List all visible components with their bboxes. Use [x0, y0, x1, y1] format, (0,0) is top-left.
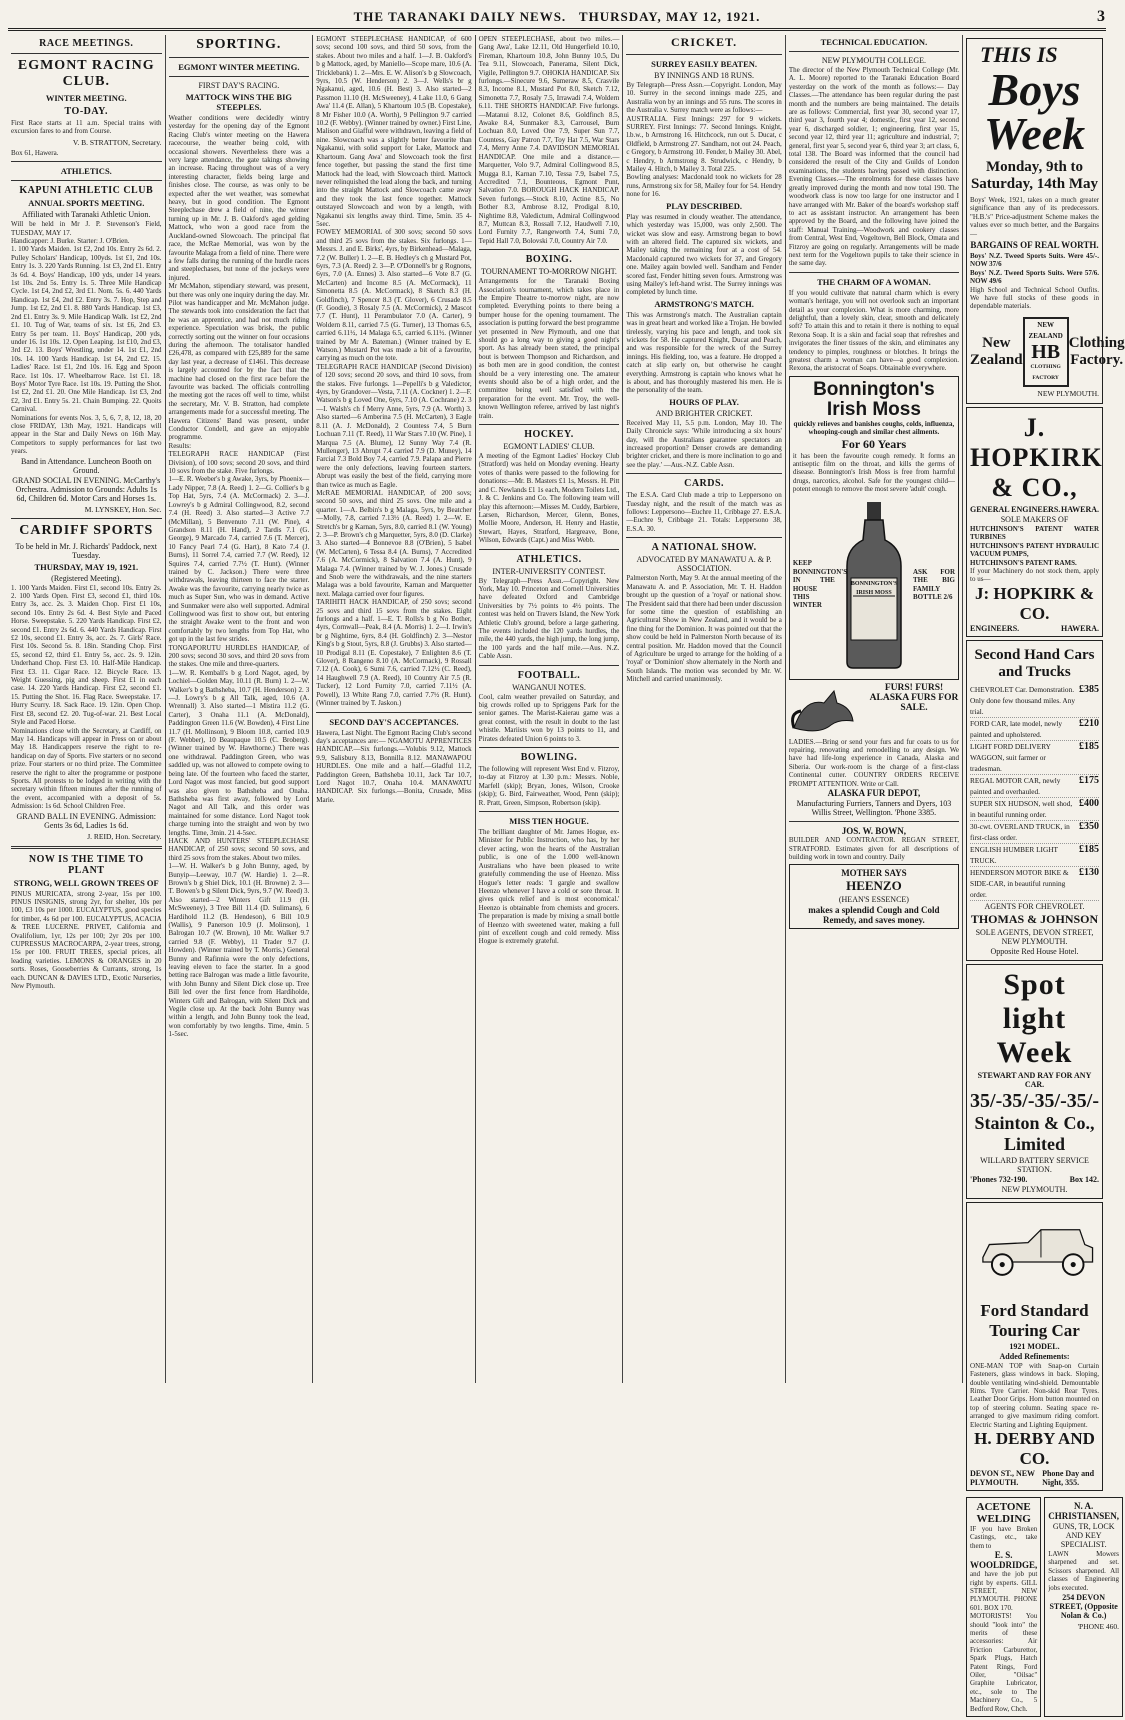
hb-logo-bottom: CLOTHING FACTORY	[1030, 363, 1061, 381]
egmont-club-heading: EGMONT RACING CLUB.	[17, 58, 155, 89]
alaska-heading: ALASKA FUR DEPOT,	[827, 788, 921, 799]
turbines: HUTCHINSON'S PATENT WATER TURBINES	[970, 524, 1100, 542]
cards-body: The E.S.A. Card Club made a trip to Leppersono on Tuesday night, and the result of the match was as follows: Leppersono—Euchre 11, Cribbage 27. E.S.A.—Euchre 9, Cribbage 21. Totals: Leppersono 38, E.S.A. 30.	[626, 491, 782, 533]
nz-clothing-row	[970, 317, 1125, 387]
cardiff-heading: CARDIFF SPORTS	[19, 522, 154, 538]
armstrong-heading: ARMSTRONG'S MATCH.	[654, 298, 754, 309]
football-subheading: WANGANUI NOTES.	[512, 682, 586, 692]
car-listing	[970, 867, 1099, 901]
athletics-heading: ATHLETICS.	[60, 166, 112, 177]
christiansen-address: 254 DEVON STREET, (Opposite Nolan & Co.)	[1049, 1593, 1118, 1620]
hopkirk-footer	[970, 624, 1099, 633]
car-price: £400	[1079, 797, 1100, 809]
affiliated-note: Affiliated with Taranaki Athletic Union.	[22, 210, 151, 220]
annual-sports: ANNUAL SPORTS MEETING.	[28, 198, 145, 209]
new-word: New	[982, 334, 1011, 351]
price-1: 35/-	[970, 1089, 1003, 1112]
car-listing	[970, 798, 1099, 821]
rams: HUTCHINSON'S PATENT RAMS.	[970, 558, 1077, 567]
first-day-heading: FIRST DAY'S RACING.	[198, 81, 280, 90]
inter-university-body: By Telegraph—Press Assn.—Copyright. New York, May 10. Princeton and Cornell Universities have defeated Oxford and Cambridge Universities by 7½ points to 4½ points. The contest was held on Travers Island, the New York Athletic Club's ground, before a large gathering. The events included the 120 yards hurdles, the mile, the 440 yards, the high jump, the long jump, the 100 yards and the half mile.—Aus. N.Z. Cable Assn.	[478, 576, 620, 661]
car-listing	[970, 775, 1099, 798]
spotlight-title: Spot light Week	[996, 967, 1073, 1069]
hockey-subheading: EGMONT LADIES' CLUB.	[503, 442, 595, 452]
ford-added: Added Refinements:	[999, 1351, 1070, 1361]
tongaporutu-race: TONGAPORUTU HURDLES HANDICAP, of 200 sovs; second 30 sovs, and third 20 sovs from the stakes. One mile and three-quarters.	[168, 643, 310, 669]
masthead	[8, 6, 1106, 31]
derby-name: H. DERBY AND CO.	[974, 1428, 1095, 1468]
stainton-phones: 'Phones 732-190.	[970, 1174, 1028, 1184]
spotlight-ad	[966, 964, 1103, 1199]
new-plymouth: NEW PLYMOUTH.	[1037, 388, 1100, 398]
mattock-headline: MATTOCK WINS THE BIG STEEPLES.	[185, 92, 293, 112]
technical-heading: TECHNICAL EDUCATION.	[820, 37, 928, 47]
heenzo-ad	[789, 864, 959, 929]
football-heading: FOOTBALL.	[517, 669, 581, 681]
bonningtons-years: For 60 Years	[841, 436, 907, 451]
second-day-heading: SECOND DAY'S ACCEPTANCES.	[329, 716, 459, 727]
car-price: £210	[1079, 717, 1100, 729]
bown-heading: JOS. W. BOWN,	[841, 826, 907, 837]
thomas-subheading: SOLE AGENTS, DEVON STREET, NEW PLYMOUTH.	[975, 927, 1094, 946]
stainton-location: NEW PLYMOUTH.	[1001, 1184, 1068, 1194]
ford-ad	[966, 1202, 1103, 1491]
racing-body-6: Hawera, Last Night. The Egmont Racing Club's second day's acceptances are:— NGAMOTU APPRENTICES HANDICAP.—Six furlongs.—Volubis 9.12, Mattock 9.9, Salisbury 8.13, Bonnilla 8.12. MANAWAPOU HURDLES. One mile and a half.—Gladful 11.2, Paddington Green, Bathsheba 10.11, Jack Tar 10.7, Lord Nagot 10.7, Onaha 10.4. MANAWATU HANDICAP. Six furlongs.—Bonita, Crusade, Miss Marie.	[316, 728, 472, 804]
football-body: Cool, calm weather prevailed on Saturday, and big crowds rolled up to Spriggens Park for the senior games. The Marist-Kaierau game was a great contest, with the result in doubt to the last whistle. Mariists won by 13 points to 11, and Pirates defeated Union 6 points to 3.	[478, 692, 620, 743]
surrey-heading: SURREY EASILY BEATEN.	[651, 59, 758, 69]
machinery-note: If your Machinery do not stock them, apply to us—	[970, 566, 1100, 584]
sporting-body-1: Weather conditions were decidedly wintry yesterday for the opening day of the Egmont Racing Club's winter meeting on the Hawera racecourse, the weather being cold, with occasional showers. Nevertheless there was a very large attendance, the gate takings showing an increase. Racing throughout was of a very interesting character, fields being large and finishes close. The course, as was only to be expected after the wet weather, was somewhat heavy, but in good condition. The Egmont Steeplechase drew a field of nine, the winner turning up in Mr. J. B. Oakford's aged gelding Mattock, who won a good race from the Auckland-owned Slowcoach. The principal flat race, the McRae Memorial, was won by the favourite Malaga from a field of nine. There were a few falls during the running of the hurdle races and steeplechases, but none of the jockeys were injured.	[168, 114, 310, 282]
hopkirk-subheading	[970, 505, 1099, 514]
zealand-word: Zealand	[970, 351, 1023, 368]
price-3: 35/-	[1034, 1089, 1067, 1112]
boxing-body: Arrangements for the Taranaki Boxing Association's tournament, which takes place in the Empire Theatre to-morrow night, are now completed. Everything points to there being a bumper house for the opening tournament. The association is putting forward the best programme yet presented in New Plymouth, and one that should go a long way to giving a good night's sport. As has already been stated, the principal bout is between Thompson and Richardson, and as both men are in good condition, the contest should be a very interesting one. The amateur events should also be of a high order, and the committee being well satisfied with the preparation for the event. Mr. Troy, the well-known Wellington referee, arrived by last night's train.	[478, 277, 620, 420]
christiansen-phone: 'PHONE 460.	[1077, 1622, 1120, 1631]
racing-body-3: TELEGRAPH RACE HANDICAP (Second Division) of 120 sovs; second 20 sovs, and third 10 sovs, from the stakes. Five furlongs. 1—Pepelli's b g Valedictor, 4yrs, by Grandover—Vesta, 7.11 (A. Cockner) 1. 2—F. Watson's b g Loved One, 6yrs, 7.10 (A. Cochrane) 2. 3—I. Walsh's ch f Merry Anne, 5yrs, 7.9 (A. Worth) 3. Also started—6 Amberina 7.5 (H. McCarten), 3 Eagle 8.11 (A. J. McDonald), 2 Countess 7.4, 5 Burn Lochuan 7.11 (T. Reed), 11 War Stars 7.10 (W. Pine), 1 Marqua 7.5 (A. Blume), 12 Sunny Way 7.4 (R. Mullenger), 13 Abrupt 7.4 carried 7.9 (D. Muney), 14 Farcial 7.3 Bold Boy 7.4, carried 7.9. Palapa and Pierre were the only defections, leaving fourteen starters. Abrupt was easily the best of the field, carrying more than twice as much as Eagle.	[316, 362, 472, 489]
factory-word: Factory.	[1070, 351, 1124, 368]
play-body: Play was resumed in cloudy weather. The attendance, which yesterday was 15,000, was only 2,500. The wicket was slow and easy. Armstrong began to bowl with an altered field. The captured six wickets, and Mailey taking the remaining four at a cost of 54. Macdonald captured two wickets for 37, and Gregory one. Mailey again bowled well. Sandham and Fender scored fast, Fender hitting seven fours. Armstrong was using Mailey's left-hand wrist. The Surrey innings was completed by lunch time.	[626, 212, 782, 297]
plant-subheading: STRONG, WELL GROWN TREES OF	[13, 877, 159, 888]
sporting-heading: SPORTING.	[196, 37, 282, 52]
car-price: £185	[1079, 843, 1100, 855]
week-word: Week	[983, 108, 1086, 159]
car-price: £130	[1079, 866, 1100, 878]
price-2: 35/-	[1002, 1089, 1035, 1112]
hockey-body: A meeting of the Egmont Ladies' Hockey Club (Stratford) was held on Monday evening. Hearty votes of thanks were passed to the following for donations:—Mr. B. Masters £1 1s, Messrs. H. Pitt and C. Newlands £1 1s each, Modern Toilets Ltd., J. & C. Jenkins and Co. The following team will play this afternoon:—Misses M. Cuddy, Barbiere, Larsen, Richardson, Mercer, Glenn, Bones, Mollie Moore, Anderson, H. Henry and Hastie, Stewart, Hayes, Stratford, Hargreave, Bone, Wilson, Edwards (Capt.) and Miss Webb.	[478, 452, 620, 545]
issue-date: THURSDAY, MAY 12, 1921.	[578, 9, 761, 24]
car-price: £175	[1079, 774, 1100, 786]
thomas-johnson: THOMAS & JOHNSON	[970, 911, 1099, 926]
technical-body: The director of the New Plymouth Technical College (Mr. A. L. Moore) reported to the Taranaki Education Board yesterday on the work of the month as follows:— Day Classes.—The attendance has been regular during the past month and the numbers are being maintained. The details are as follows: Commercial, first year 30, second year 17, third year 3, fourth year 4; domestic, first year 12, second year 6, discharged soldier, 1; engineering, first year 15, second year 12, third year 11; agriculture and industrial, 7; general, first year 5, second year 6, third year 3; art class, 6, total 138. The Board was informed that the council had considered the result of the City and Guilds of London examinations, the students having passed with distinction. Evening Classes.—The enrolments for these classes have greatly improved during the month and now total 190. The woodwork class is now too large for one instructor and I have arranged with Mr. Baker of the board's workshop staff to act as assistant instructor. An arrangement has been approved by the Board, and the following have joined the staff: Manual Training—Woodwork and cookery classes from Central, West End, Vogeltown, Bell Block, Omata and Fitzroy are going on regularly. Arrangements will be made next term for the Vogeltown pupils to take their science in the same day.	[788, 66, 960, 268]
bottle-label: BONNINGTON'S IRISH MOSS	[850, 580, 898, 596]
bonningtons-name: Bonnington's	[813, 378, 935, 400]
derby-address: DEVON ST., NEW PLYMOUTH.	[970, 1468, 1035, 1487]
acetone-title: ACETONE WELDING	[976, 1500, 1031, 1525]
opposite-note: Opposite Red House Hotel.	[990, 946, 1079, 956]
cars-ad	[966, 640, 1103, 961]
hopkirk-ad	[966, 407, 1103, 637]
hours-subheading: AND BRIGHTER CRICKET.	[655, 408, 753, 418]
ford-model: 1921 MODEL.	[1009, 1341, 1060, 1351]
kaponga-nominations: Nominations for events Nos. 3, 5, 6, 7, 8, 12, 18, 20 close FRIDAY, 13th May, 1921. Handicaps will appear in the Star and Daily News on 16th May. Competitors to supply performances for last two years.	[11, 413, 162, 456]
racing-body-2: FOWEY MEMORIAL of 300 sovs; second 50 sovs and third 25 sovs from the stakes. Six furlongs. 1—Messrs. J. and E. Birks', 4yrs, by Birkenhead—Malaga, 7.2 (W. Buller) 1. 2—E. B. Hedley's ch g Mustard Pot, 6yrs, 7.3 (A. Reed) 2. 3—P. O'Donnell's br g Rognons, 6yrs, 7.0 (A. Ennes) 3. Also started—6 Vote 8.7 (G. McCarten) and Income 8.5 (A. McCormack), 11 Simonetta 8.5 (A. McCormack), 8 Sketch 8.3 (H. Goldfinch), 7 Spencer 8.3 (T. Glover), 6 Crusade 8.5 (F. Goodie), 3 Rosaly 7.5 (A. McCormick), 2 Mascot 7.7 (T. Hunt), 11 Perambulator 7.0 (A. Carter), 9 Woldern 8.11, carried 7.5 (G. Turner), 13 Thomas 6.5, carried 6.11½, 14 Malaga 6.5, carried 6.11½. (Winner trained by Mr A. Bateman.) (Winner trained by E. Watson.) Mustard Pot was made a bit of a favourite, carrying as much on the tote.	[316, 228, 472, 363]
today-heading: TO-DAY.	[64, 106, 108, 117]
hawera-label: HAWERA.	[1061, 504, 1100, 514]
furs-heading: FURS! FURS! ALASKA FURS FOR SALE.	[869, 682, 959, 713]
plant-heading: NOW IS THE TIME TO PLANT	[28, 853, 144, 876]
grand-social: GRAND SOCIAL IN EVENING. McCarthy's Orchestra. Admission to Grounds: Adults 1s 6d, Children 6d. Motor Cars and Horses 1s.	[12, 475, 161, 503]
car-price: £185	[1079, 740, 1100, 752]
inter-university-heading: INTER-UNIVERSITY CONTEST.	[492, 566, 606, 576]
kaponga-events: 1. 100 Yards Maiden. 1st £2, 2nd 10s. Entry 2s 6d. 2. Pulley Scholars' Handicap, 100yds. 1st £1, 2nd 10s. Entry 1s. 3. 220 Yards Running. 1st £3, 2nd £1. Entry 3s 6d. 4. Boys' Handicap, 100 yds, under 14 years. 1st 10s. 2nd 5s. Entry 1s. 5. Three Mile Handicap Cycle. 1st £4, 2nd £2, 3rd £1. Nom. 5s. 6. 440 Yards Handicap. 1st £4, 2nd £2. Entry 3s. 7. Hop, Step and Jump. 1st £2, 2nd £1. 8. 880 Yards Handicap. 1st £3, 2nd £1. Entry 3s. 9. Mile Handicap Walk. 1st £2, 2nd £1. 10. Tug of War, teams of six. 1st £6, 2nd £3. Entry 5s per team. 11. Boys' Handicap, 200 yds, under 16. 1st 10s. 12. Open Leaping. 1st £10, 2nd £3, 3rd £2. 13. Boys' Wrestling, under 14. 1st £1, 2nd 10s. 14. 100 Yards Handicap. 1st £4, 2nd £2. 15. Ladies' Race. 1st £1, 2nd 10s. 16. Egg and Spoon Race. 1st 10s. 17. Wheelbarrow Race. 1st £1. 18. Boys' Motor Tyre Race. 1st 10s. 19. Putting the Shot. 1st £2, 2nd £1. 20. One Mile Handicap. 1st £3, 2nd £2, 3rd £1. Entry 5s. 21. Chain Bumping. 22. Quoits Carnival.	[11, 245, 162, 414]
price-4: 35/-	[1066, 1089, 1099, 1112]
plant-body: PINUS MURICATA, strong 2-year, 15s per 100. PINUS INSIGNIS, strong 2yr, for shelter, 10s per 100, £3 10s per 1000. EUCALYPTUS, good species for timber, 4s 6d per 100. EUCALYPTUS, ACACIA & TREE LUCERNE. PRIVET, California and Ovalifolium, 1yr, 12s per 100; 2yr 20s per 100. CUPRESSUS MACROCARPA, 2-year trees, strong, 15s per 100. FRUIT TREES, special prices, all leading varieties. LEMONS & ORANGES in 20 sorts. Roses, Gooseberries & Currants, strong, 1s each. DUNCAN & DAVIES LTD., Exotic Nurseries, New Plymouth.	[11, 889, 162, 991]
car-name: HENDERSON MOTOR BIKE & SIDE-CAR, in beautiful running order.	[970, 867, 1069, 899]
agents-chevrolet: AGENTS FOR CHEVROLET.	[984, 901, 1085, 911]
willard-station: WILLARD BATTERY SERVICE STATION.	[980, 1155, 1089, 1174]
stainton-contact	[970, 1175, 1099, 1184]
acetone-body: IF you have Broken Castings, etc., take them to	[970, 1524, 1038, 1550]
derby-footer	[970, 1469, 1099, 1487]
derby-phone: Phone Day and Night, 355.	[1042, 1468, 1095, 1487]
sporting-body-4: 1—W. R. Kemball's b g Lord Nagot, aged, by Lochiel—Golden May, 10.11 (R. Burn) 1. 2—W. Walker's b g Bathsheba, 10.7 (H. Henderson) 2. 3—J. Lowry's b g All Talk, aged, 10.6 (A. Wrennall) 3. Also started—1 Mistira 11.2 (G. Carter), 3 Onaha 11.1 (A. McDonald), Paddington Green 11.6 (W. Bowden), 4 First Line 11.7 (H. Mollinson), 9 Bloom 10.8, carried 10.9 (F. Webber), 10 Beaupaque 10.5 (C. Broberg). (Winner trained by W. Hawthorne.) There was one withdrawal. Paddington Green, who was saddled up, was not allowed to compete owing to being late. Of the fourteen who faced the starter, Lord Nagot was most fancied, but good support was also given to Bathsheba and Onaha. Bathsheba was first away, followed by Lord Nagot and All Talk, and this order was maintained for some distance. Lord Nagot took charge turning into the straight and won by two lengths. Time, 3min. 21 4-5sec.	[168, 668, 310, 837]
school-outfits: High School and Technical School Outfits. We have full stocks of these goods in dependable materials.	[970, 285, 1100, 311]
bonningtons-ad	[789, 376, 959, 680]
ford-title: Ford Standard Touring Car	[980, 1300, 1089, 1340]
spotlight-prices	[970, 1090, 1099, 1113]
bottom-ads-row	[966, 1494, 1120, 1720]
bargains-heading: BARGAINS OF REAL WORTH.	[970, 240, 1099, 251]
ford-car-icon	[970, 1206, 1099, 1296]
cars-title: Second Hand Cars and Trucks	[974, 646, 1095, 680]
car-name: FORD CAR, late model, newly painted and upholstered.	[970, 718, 1063, 739]
fox-icon	[789, 683, 859, 738]
wooldridge-name: E. S. WOOLDRIDGE,	[970, 1550, 1038, 1571]
general-engineers: GENERAL ENGINEERS.	[970, 504, 1061, 514]
column-1	[8, 35, 166, 1383]
engineers-label: ENGINEERS.	[970, 623, 1020, 633]
bonningtons-tagline: quickly relieves and banishes coughs, colds, influenza, whooping-cough and similar chest ailments.	[793, 419, 955, 437]
heenzo-name: HEENZO	[846, 878, 902, 894]
boys-week-body: Boys' Week, 1921, takes on a much greater significance than any of its predecessors. "H.B.'s" Price-adjustment Scheme makes the values ever so much better, and the Bargains—	[970, 196, 1100, 238]
stainton-name: Stainton & Co., Limited	[974, 1112, 1095, 1154]
bonningtons-keep: KEEP BONNINGTON'S IN THE HOUSE THIS WINTER	[792, 559, 848, 610]
sporting-body-3: 1—E. R. Weeber's b g Awake, 3yrs, by Phoenix—Lady Nipper, 7.8 (A. Reed) 1. 2—G. Collier's b g Top Hat, 5yrs, 7.4 (A. McCormack) 2. 3—J. Lowrey's b g Admiral Collingwood, 8.2, second 7.4 (H. Reed) 3. Also started—3 Active 7.7 (McMillan), 5 Benvenuto 7.11 (W. Pine), 4 Grandson 8.11 (H. Hand), 2 Tardis 7.1 (G. George), 9 Marcado 7.4, carried 7.6 (T. Mercer), 10 Fancy Pearl 7.4 (G. Hart), 8 Kato 7.4 (J. Burns), 11 Sorrel 7.4, carried 7.7 (W. Reed), 12 Squires 7.4, carried 7.7½ (T. Hunt). (Winner trained by C. Jackson.) There were three withdrawals, leaving thirteen to face the starter. Awake was the favourite, carrying nearly twice as much as Super Sun, who was in demand. Active and Sunmaker were also well supported. Admiral Collingwood was first to show out, but entering the straight Awake went to the front and won comfortably by two lengths from Top Hat, who got up in the last few strides.	[168, 475, 310, 644]
sporting-body-2: Mr McMahon, stipendiary steward, was present, but there was only one inquiry during the day. Mr. Pilot was handicapper and Mr. McMahon judge. The stewards took into consideration the fact that he was an apprentice, and had not much riding experience. Speculation was brisk, the public correctly sorting out the winner on four occasions during the afternoon. The totalisator handled £26,478, as compared with £25,889 for the same day last year, a decrease of £1461. This decrease is largely accounted for by the fact that the machine had closed on the first race before the favourite was backed. The officials controlling the meeting got the races off well to time, whilst the secretary, Mr. V. B. Stratton, had complete arrangements made for a successful meeting. The Hawera Citizens' Band was present, under Conductor Condell, and gave an enjoyable programme.	[168, 282, 310, 442]
miss-hogue-body: The brilliant daughter of Mr. James Hogue, ex-Minister for Public Instruction, who has, by her clever acting, won the hearts of the Australian public, is one of the 1.000 well-known Australians who have been pleased to write gratefully commending the use of Heenzo. Miss Hogue's letter reads: 'I gargle and swallow Heenzo whenever I have a cold or sore throat. It gives quick relief and is most economical.' Heenzo is obtainable from chemists and grocers. The preparation is made by mixing a small bottle of Heenzo with sweetened water, making a full pint of excellent cough and cold remedy. Miss Hogue is extremely grateful.	[478, 828, 620, 946]
cardiff-ball: GRAND BALL IN EVENING. Admission: Gents 3s 6d, Ladies 1s 6d.	[16, 811, 156, 830]
bowling-body: The following will represent West End v. Fitzroy, to-day at Fitzroy at 1.30 p.m.: Messrs. Noble, Marfell (skip); Bryan, Jones, Wilson, Crooke (skip); G. Bird, Fairweather, Wood, Penn (skip); R. Pratt, Green, Simpson, Robertson (skip).	[478, 765, 620, 807]
racing-body-4: McRAE MEMORIAL HANDICAP, of 200 sovs; second 50 sovs, and third 25 sovs. One mile and a quarter. 1—A. Belbin's b g Malaga, 5yrs, by Beatcher—Molly, 7.8, carried 7.13½ (A. Reed) 1. 2—W. E. Stretch's br g Karnan, 5yrs, 8.0, carried 8.1 (W. Young) 2. 3—P. Brown's ch g Marquetter, 5yrs, 8.0 (D. Clarke) 3. Also started—4 Bonnevoe 8.8 (O'Brien), 5 Isabel (W. McCarten), 6 Tessa 8.4 (A. Burns), 7 Accredited 7.6 (A. McCormick), 8 Salvation 7.4 (A. Hunt), 9 Malaga 7.4. (Winner trained by W. J. Jones.) Crusade and Snob were the withdrawals, and the nine starters Malaga was a bold favourite, Karnan and Marquetter next. Malaga carried over four figures.	[316, 488, 472, 598]
mother-says: MOTHER SAYS	[841, 868, 907, 879]
hb-logo	[1023, 317, 1069, 387]
hawera-label-2: HAWERA.	[1061, 623, 1100, 633]
handicapper-note: Handicapper: J. Burke. Starter: J. O'Brien.	[11, 237, 130, 246]
car-name: ENGLISH HUMBER LIGHT TRUCK.	[970, 844, 1058, 865]
charm-heading: THE CHARM OF A WOMAN.	[817, 276, 931, 287]
egmont-meeting-heading: EGMONT WINTER MEETING.	[178, 62, 300, 72]
christiansen-ad	[1044, 1497, 1123, 1717]
band-note: Band in Attendance. Luncheon Booth on Ground.	[20, 456, 152, 475]
bowling-heading: BOWLING.	[520, 752, 578, 764]
registered-note: (Registered Meeting).	[51, 573, 122, 583]
hack-race: HACK AND HUNTERS' STEEPLECHASE HANDICAP, of 250 sovs; second 50 sovs, and third 25 sovs from the stakes. About two miles.	[168, 836, 310, 862]
car-listing	[970, 684, 1099, 718]
cricket-heading: CRICKET.	[671, 35, 738, 49]
egmont-signature: V. B. STRATTON, Secretary.	[72, 137, 162, 147]
car-name: REGAL MOTOR CAR, newly painted and overhauled.	[970, 775, 1061, 796]
hopkirk-name: J. HOPKIRK & CO.,	[970, 412, 1103, 502]
this-is: THIS IS	[980, 42, 1058, 67]
irish-moss-name: Irish Moss	[826, 398, 921, 420]
bowling-analyses: Bowling analyses: Macdonald took no wickets for 28 runs, Armstrong six for 58, Mailey four for 54. Hendry none for 16.	[626, 173, 782, 199]
hours-heading: HOURS OF PLAY.	[669, 396, 739, 407]
column-4	[476, 35, 624, 1383]
cardiff-signature: J. REID, Hon. Secretary.	[87, 831, 162, 841]
acceptances-body: OPEN STEEPLECHASE, about two miles.—Gang Awa', Lake 12.11, Old Hungerfield 10.10, Fireman, Khartoum 10.8, John Bunny 10.5, Du Tea 9.11, Slowcoach, Panerama, Silent Dick, Vigile, Pellington 9.7. OHOKIA HANDICAP. Six furlongs.—Sinecure 9.6, Sumeraw 8.5, Crasvile 8.3, Income 8.1, Mustard Pot 8.0, Sketch 7.12, Simonetta 7.7, Rosaly 7.5, Irrawadi 7.4, Woldern 6.11. THE SHORTS HANDICAP. Five furlongs.—Matanui 8.12, Colonet 8.6, Goldfinch 8.5, Awake 8.4, Sunmaker 8.3, Carrousel, Burn Lochuan 8.0, Loved One 7.9, Super Sun 7.7, Countess, Gay Patron 7.7, Toy Hat 7.5, War Stars 7.4, Merry Anne 7.4. DAVIDSON MEMORIAL HANDICAP. One mile and a distance.—Marquetter, Volo 9.7, Admiral Collingwood 8.5, Mugga 8.1, Karnan 7.10, Tessa 7.9, Isabel 7.5, Accredited 7.1, Bounteous, Egmont Punt, Salvation 7.0. BOROUGH HACK HANDICAP. Seven furlongs.—Stock 8.10, Actine 8.5, No Bother 8.3, Ambrose 8.12, Prodigal 8.10, Nightime 8.8, Valedictum, Admiral Collingwood 8.7, Muttcan 8.3, Rossall 7.12, Haudwell 7.10, Lord Furnity 7.7, Rangeworth 7.4, Sumi 7.0, Tepid Hall 7.0, Bolovski 7.0, Country Air 7.0.	[478, 35, 620, 245]
heenzo-body: makes a splendid Cough and Cold Remedy, and saves money.	[808, 905, 940, 926]
car-listing	[970, 741, 1099, 775]
boys-week-dates: Monday, 9th to Saturday, 14th May	[970, 159, 1099, 192]
athletics-heading-2: ATHLETICS.	[516, 553, 582, 565]
car-list	[970, 684, 1099, 901]
college-heading: NEW PLYMOUTH COLLEGE.	[821, 56, 926, 65]
hockey-heading: HOCKEY.	[524, 429, 574, 441]
play-described-heading: PLAY DESCRIBED.	[666, 200, 743, 211]
car-name: SUPER SIX HUDSON, well shod, in beautiful running order.	[970, 798, 1073, 819]
telegraph-race: TELEGRAPH RACE HANDICAP (First Division), of 100 sovs; second 20 sovs, and third 10 sovs from the stake. Five furlongs.	[168, 450, 310, 476]
miss-hogue-heading: MISS TIEN HOGUE.	[509, 816, 589, 827]
bottle-illustration	[839, 500, 909, 670]
results-label: Results:	[168, 441, 192, 450]
national-show-heading: A NATIONAL SHOW.	[651, 542, 757, 554]
suits-offer-2: Boys' N.Z. Tweed Sports Suits. Were 57/6. NOW 49/6	[970, 268, 1100, 286]
car-price: £350	[1079, 820, 1100, 832]
column-5	[623, 35, 785, 1383]
page-number: 3	[1097, 8, 1106, 25]
hb-logo-letters: HB	[1031, 340, 1061, 363]
bown-body: BUILDER AND CONTRACTOR. REGAN STREET, STRATFORD. Estimates given for all descriptions of building work in town and country. Daily	[788, 836, 960, 861]
acetone-ad	[966, 1497, 1041, 1717]
cardiff-date: THURSDAY, MAY 19, 1921.	[34, 561, 139, 572]
column-3	[313, 35, 475, 1383]
cricket-scores: AUSTRALIA. First Innings: 297 for 9 wickets. SURREY. First Innings: 77. Second Innings. Knight, l.b.w., b Armstrong 16. Hitchcock, run out 5. Ducat, c Oldfield, b Armstrong 27. Sandham, not out 24. Peach, c Gregory, b Armstrong 10. Fender, b Mailey 30. Abel, c Hendry, b Armstrong 8. Strudwick, c Hendry, b Mailey 4. Hitch, b Mailey 3. Total 225.	[626, 114, 782, 174]
advocated-subheading: ADVOCATED BY MANAWATU A. & P. ASSOCIATION.	[636, 555, 772, 574]
held-note: Will be held in Mr J. P. Stevenson's Field, TUESDAY, MAY 17.	[11, 220, 162, 237]
boxing-heading: BOXING.	[525, 254, 573, 266]
stainton-box: Box 142.	[1069, 1174, 1100, 1184]
cards-heading: CARDS.	[684, 478, 725, 490]
ford-body: ONE-MAN TOP with Snap-on Curtain Fasteners, glass windows in back. Sloping, double ventilating wind-shield. Demountable Rims. Tyre Carrier. Non-skid Rear Tyres. Leather Door Grips. Horn button mounted on top of steering column. Seating space re-arranged to give maximum riding comfort. Electric Starting and Lighting Equipment.	[970, 1361, 1100, 1429]
christiansen-subheading: GUNS, TR, LOCK AND KEY SPECIALIST.	[1052, 1521, 1115, 1549]
kaponga-signature: M. LYNSKEY, Hon. Sec.	[84, 504, 162, 514]
vacuum-pumps: HUTCHINSON'S PATENT HYDRAULIC VACUUM PUMPS,	[970, 541, 1100, 559]
boys-word: Boys	[988, 64, 1081, 115]
car-listing	[970, 718, 1099, 741]
masthead-title	[38, 9, 1076, 25]
clothing-word: Clothing	[1068, 334, 1125, 351]
hopkirk-name-2: J: HOPKIRK & CO.	[975, 583, 1095, 623]
wooldridge-body: and have the job put right by experts. GILL STREET, NEW PLYMOUTH. PHONE 601. BOX 170.	[970, 1570, 1038, 1612]
furs-body: LADIES.—Bring or send your furs and fur coats to us for repairing, renovating and remodelling to any design. We have had life-long experience in Canada, Alaska and Siberia. Our work-room is the charge of a first-class Continental cutter. COUNTRY ORDERS RECEIVE PROMPT ATTENTION. Write or Call.	[788, 737, 960, 788]
stewart-ray: STEWART AND RAY FOR ANY CAR.	[977, 1070, 1092, 1089]
motorists-note: MOTORISTS! You should "look into" the merits of these accessories: Air Friction Carburettor, Spark Plugs, Hatch Patent Rings, Ford Oiler, "Oilsac" Graphite Lubricator, etc., sole to The Machinery Co., 5 Bedford Row, Chch.	[970, 1612, 1038, 1713]
kaponga-heading: KAPUNI ATHLETIC CLUB	[19, 185, 154, 197]
column-2	[166, 35, 314, 1383]
car-name: CHEVROLET Car. Demonstration. Only done few thousand miles. Any trial.	[970, 684, 1075, 716]
cricket-body: By Telegraph—Press Assn.—Copyright. London, May 10. Surrey in the second innings made 225, and Australia won by an innings and 55 runs. The scores in the Australia v. Surrey match were as follows:—	[626, 81, 782, 115]
column-6	[786, 35, 963, 1383]
racing-body-1: EGMONT STEEPLECHASE HANDICAP, of 600 sovs; second 100 sovs, and third 50 sovs, from the stakes. About two miles and a half. 1—J. B. Oakford's b g Mattock, aged, by Maniello—Scope mare, 10.6 (A. Tricklebank) 1. 2—Mrs. E. W. Alison's b g Slowcoach, 9yrs, 10.5 (W. Henderson) 2. 3—J. Wells's br g Ngakanui, aged, 10.6 (H. Best) 3. Also started—2 Passmon 11.10 (H. McSweeney), 4 Lake 11.0, 6 Gang Awa' 11.4 (E. Allan), 5 Khartoum 10.5 (B. Copestake), 8 Mr Fisher 10.0 (A. Worth), 9 Pellington 9.7 carried 10.2 (F. Webby). (Winner trained by owner.) First Line, Malison and Giafful were withdrawn, leaving a field of nine. Slowcoach was a slightly better favourite than Ngakanui, with solid support for Lake, Mattock and Khartoum. Gang Awa' and Slowcoach took the first fence together, but passing the stand the first time Mattock had the lead, with Slowcoach third. Mattock never relinquished the lead along the back, and turning into the straight Mattock and Slowcoach came away and they took the last fence together. Mattock outstayed Slowcoach and won by a length, with Ngakanui six lengths away third. Time, 5min. 35 4-5sec.	[316, 35, 472, 228]
heenzo-subheading: (HEAN'S ESSENCE)	[838, 895, 909, 905]
sporting-body-5: 1—W. H. Walker's b g John Bunny, aged, by Bunyip—Leeway, 10.7 (W. Hardie) 1. 2—R. Brown's b g Shiel Dick, 10.1 (H. Browne) 2. 3—T. Bowen's b g Silent Dick, 9yrs, 9.7 (W. Reed) 3. Also started—2 Winters Gift 11.9 (H. McSweeney), 3 Tree Bill 11.4 (D. Sulimans), 6 Hardihold 11.2 (B. Hendeson), 6 Bill 10.9 (Wallis), 9 Panerson 10.9 (J. Molinson), 1 Balrogan 10.7 (W. Brown), 10 Mr. Walker 9.7 carried 9.8 (F. Webby), 11 Trader 9.7 (J. Howden). (Winner trained by T. Morris.) General Bunny and Rafinnia were the only defections, leaving eleven to face the starter. In a good betting race Balrogan was made a little favourite, with John Bunny and Silent Dick close up. Tree Bill led over the first fence from Hardiholde, Winters Gift and Balrogan, with Silent Dick and Vegile close up. At the back John Bunny was within a length, and John Bunny took the lead, won comfortably by two lengths. Time, 4min. 5 1-5sec.	[168, 862, 310, 1039]
christiansen-name: N. A. CHRISTIANSEN,	[1048, 1500, 1120, 1521]
hb-logo-top: NEW ZEALAND	[1028, 320, 1063, 340]
cardiff-held: To be held in Mr. J. Richards' Paddock, next Tuesday.	[15, 541, 158, 560]
charm-body: If you would cultivate that natural charm which is every woman's heritage, you will not overlook such an important detail as your complexion. What is more charming, more delightful, than a lovely skin, clear, smooth and delicately soft? To attain this and to retain it there is nothing to equal Rexona Soap. It is a skin and facial soap that refreshes and invigorates the finer tissues of the skin, and eliminates any tendency to pimples, roughness or blotches. It brings the greatest charm a woman can have—a good complexion. Rexona, the aristocrat of Soaps. Obtainable everywhere.	[788, 288, 960, 373]
columns	[8, 35, 1125, 1713]
suits-offer-1: Boys' N.Z. Tweed Sports Suits. Were 45/-. NOW 37/6	[970, 252, 1100, 269]
boys-week-ad	[966, 38, 1125, 404]
cardiff-footer: Nominations close with the Secretary, at Cardiff, on May 14. Handicaps will appear in Press on or about May 18. Handicappers reserve the right to re-handicap on day of Sports. Five starters or no second prize. Four starters or no third prize. The Committee reserve the right to alter the programme or postpone Sports. All protests to be lodged in writing with the secretary within fifteen minutes after the running of the event, accompanied with a deposit of 5s. Admission: 1s 6d. School Children Free.	[11, 726, 162, 811]
paper-name: THE TARANAKI DAILY NEWS.	[353, 9, 567, 24]
car-listing	[970, 821, 1099, 844]
bonningtons-ask: ASK FOR THE BIG FAMILY BOTTLE 2/6	[913, 567, 955, 602]
armstrong-body: This was Armstrong's match. The Australian captain was in great heart and worked like a Trojan. He bowled tirelessly, varying his pace and length, and took six wickets for 58. He captured Knight, Ducat and Peach, and was responsible for the wreck of the Surrey innings. His fielding, too, was a feature. He dropped a catch at slip early on, but otherwise he caught everything. Armstrong is captain who knows what he is about, and has thoroughly mastered his men. He is the personality of the team.	[626, 310, 782, 395]
cardiff-events: 1. 100 Yards Maiden. First £1, second 10s. Entry 2s. 2. 100 Yards Open. First £3, second £1, third 10s. Entry 3s, acc. 2s. 3. Maiden Chop. First £1 10s, second 10s. Entry 2s 6d. 4. Best Style and Paced Horse. Sweepstake. 5. 220 Yards Handicap. First £2, second £1. Entry 2s 6d. 6. 440 Yards Handicap. First £2 10s, second £1. Entry 3s, acc. 2s. 7. Girls' Race. First 10s. Second 5s. 8. 18in. Standing Chop. First £5, second £2, third £1. Entry 5s, acc. 2s. 9. 12in. Underhand Chop. First £3. 10. Half-Mile Handicap. First £3. 11. Cigar Race. 12. Bicycle Race. 13. Weight Guessing, pig and sheep. First £1 in each case. 14. 220 Yards Handicap. First £2, second £1. 15. Putting the Shot. 16. Flag Race. Sweepstake. 17. Hurry Scurry. 18. Sack Race. 19. 12in. Open Chop. First £8, second £2. 20. Tug-of-war. 21. Best Local Style and Paced Horse.	[11, 583, 162, 727]
car-listing	[970, 844, 1099, 867]
bonningtons-body: it has been the favourite cough remedy. It forms an antiseptic film on the throat, and kills the germs of disease. Bonnington's Irish Moss is free from harmful drugs, narcotics, alcohol. Safe for the youngest child—potent enough to remove the most severe 'adult' cough.	[792, 451, 956, 494]
car-name: 30-cwt. OVERLAND TRUCK, in first-class order.	[970, 821, 1070, 842]
national-show-body: Palmerston North, May 9. At the annual meeting of the Manawatu A. and P. Association, Mr. T. H. Haddon brought up the question of a 'royal' or national show. The President said that there had been under discussion for some time the question of establishing an Agricultural Show in New Zealand, and it would be a fine thing for the Dominion. It was pointed out that the show could be held in Palmerston North because of its central position. Mr. Haddon moved that the Council of Agriculture be urged to arrange for the holding of a 'royal' or 'Dominion' show alternately in the North and South Islands. The motion was seconded by Mr. W. Mitchell and carried unanimously.	[626, 574, 782, 684]
egmont-box: Box 61, Hawera.	[11, 148, 59, 157]
hours-body: Received May 11, 5.5 p.m. London, May 10. The Daily Chronicle says: 'While introducing a six hours' day, will the Australians guarantee spectators an increased proportion? Denser crowds are demanding brighter cricket, and there is more inclination to go and see the play.' —Aus.-N.Z. Cable Assn.	[626, 418, 782, 469]
winter-meeting: WINTER MEETING.	[45, 93, 127, 103]
racing-body-5: TARIHITI HACK HANDICAP, of 250 sovs; second 25 sovs and third 15 sovs from the stakes. Eight furlongs and a half. 1—E. T. Rolls's b g No Bother, 4yrs, Cornwall—Peak, 8.4 (A. Morris) 1. 2—I. Irwin's br g Nightime, 6yrs, 8.4 (H. Goldfinch) 2. 3—Nestor King's b g Stout, 5yrs, 8.8 (J. Grubbs) 3. Also started—10 Prodigal 8.11 (E. Copestake), 7 Enlighten 8.6 (T. Glover), 8 Rangeno 8.10 (A. McCormack), 9 Rossall 7.12 (A. Cook), 6 Sumi 7.6, carried 7.12½ (C. Reed), 14 Haughwell 7.9 (A. Reed), 10 Country Air 7.5 (R. Tucker), 12 Lord Furnity 7.0, carried 7.11½ (A. Powell), 13 White Rang 7.0, carried 7.7½ (R. Hunt). (Winner trained by T. Jaskon.)	[316, 598, 472, 708]
christiansen-body: LAWN Mowers sharpened and set. Scissors sharpened. All classes of Engineering jobs executed.	[1048, 1549, 1120, 1592]
car-price: £385	[1079, 683, 1100, 695]
race-meetings-heading: RACE MEETINGS.	[39, 38, 134, 49]
innings-heading: BY INNINGS AND 18 RUNS.	[654, 71, 755, 80]
column-7	[963, 35, 1125, 1713]
sole-makers: SOLE MAKERS OF	[1000, 514, 1069, 524]
car-name: LIGHT FORD DELIVERY WAGGON, suit farmer or tradesman.	[970, 741, 1051, 773]
alaska-subheading: Manufacturing Furriers, Tanners and Dyers, 103 Willis Street, Wellington. 'Phone 3385.	[796, 799, 952, 818]
egmont-body: First Race starts at 11 a.m. Special trains with excursion fares to and from Course.	[11, 119, 162, 136]
boxing-subheading: TOURNAMENT TO-MORROW NIGHT.	[481, 267, 617, 277]
